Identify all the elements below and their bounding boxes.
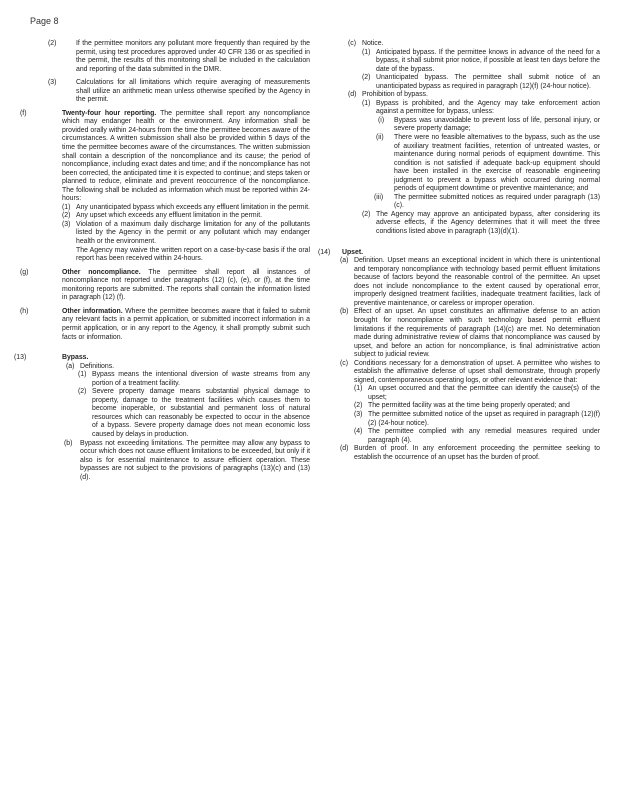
- item-label: (2): [62, 212, 71, 220]
- item-text: The permittee submitted notice of the upset as required in paragraph (12)(f)(2) (24-hour notice).: [368, 410, 600, 427]
- section-heading: Twenty-four hour reporting.: [62, 109, 157, 117]
- section-13: [14, 354, 310, 363]
- paragraph-13d: [318, 91, 600, 100]
- section-body: The permittee shall report any noncompliance which may endanger health or the environment. Any information shall be provided orally within 24-hours from the time the permittee becomes aware of the circumstances. A written submission shall also be provided within 5 days of the time the permittee becomes aware of the circumstances. The written submission shall contain a description of the noncompliance and its cause; the period of noncompliance, including exact dates and time; and if the noncompliance has not been corrected, the anticipated time it is expected to continue; and steps taken or planned to reduce, eliminate and prevent reoccurrence of the noncompliance. The following shall be included as information which must be reported within 24-hours:: [62, 109, 310, 203]
- item-label: (3): [62, 220, 71, 228]
- paragraph-f3-waiver: [20, 247, 310, 264]
- item-text: [62, 308, 310, 342]
- section-heading: Bypass.: [62, 354, 89, 362]
- item-label: (2): [354, 402, 363, 410]
- item-label: (ii): [376, 134, 384, 142]
- item-label: (2): [78, 388, 87, 396]
- item-text: The permittee submitted notices as required under paragraph (13)(c).: [394, 193, 600, 210]
- item-label: (g): [20, 268, 29, 276]
- item-text: [62, 110, 310, 204]
- paragraph-14b: [318, 308, 600, 359]
- item-label: (4): [354, 428, 363, 436]
- item-label: (3): [354, 410, 363, 418]
- item-text: Calculations for all limitations which require averaging of measurements shall utilize an arithmetic mean unless otherwise specified by the Agency in the permit.: [76, 79, 310, 104]
- paragraph-f3: [20, 221, 310, 247]
- section-heading: Other noncompliance.: [62, 268, 141, 276]
- item-text: Any upset which exceeds any effluent limitation in the permit.: [76, 212, 263, 220]
- item-label: (d): [340, 445, 349, 453]
- item-text: Effect of an upset. An upset constitutes an affirmative defense to an action brought for noncompliance with such technology based permit effluent limitations if the requirements of paragraph (14)(c) are met. No determination made during administrative review of claims that noncompliance was caused by upset, and before an action for noncompliance, is final administrative action subject to judicial review.: [354, 308, 600, 359]
- paragraph-13a1: [20, 371, 310, 388]
- item-label: (2): [362, 210, 371, 218]
- paragraph-f2: [20, 212, 310, 221]
- item-label: (d): [348, 91, 357, 99]
- paragraph-14c4: [318, 428, 600, 445]
- page-number: Page 8: [30, 16, 59, 26]
- paragraph-13d1-i: [318, 117, 600, 134]
- item-text: Burden of proof. In any enforcement proceeding the permittee seeking to establish the occurrence of an upset has the burden of proof.: [354, 445, 600, 461]
- paragraph-e2: [20, 40, 310, 74]
- paragraph-14a: [318, 257, 600, 308]
- paragraph-13d1-iii: [318, 194, 600, 211]
- item-text: If the permittee monitors any pollutant more frequently than required by the permit, using test procedures approved under 40 CFR 136 or as specified in the permit, the results of this monitoring shall be included in the calculation and reporting of the data submitted in the DMR.: [76, 40, 310, 73]
- item-text: Conditions necessary for a demonstration of upset. A permittee who wishes to establish the affirmative defense of upset shall demonstrate, through properly signed, contemporaneous operating logs, or other relevant evidence that:: [354, 359, 600, 384]
- paragraph-14c3: [318, 411, 600, 428]
- paragraph-13c: [318, 40, 600, 49]
- section-heading: Upset.: [342, 248, 364, 256]
- item-label: (1): [362, 99, 371, 107]
- item-label: (a): [340, 257, 349, 265]
- paragraph-14c2: [318, 402, 600, 411]
- paragraph-13c1: [318, 49, 600, 75]
- paragraph-13d1: [318, 100, 600, 117]
- item-text: Severe property damage means substantial physical damage to property, damage to the treatment facilities which causes them to become inoperable, or substantial and permanent loss of natural resources which can reasonably be expected to occur in the absence of a bypass. Severe property damage does not mean economic loss caused by delays in production.: [92, 388, 310, 438]
- item-label: (c): [340, 359, 349, 367]
- item-text: Unanticipated bypass. The permittee shall submit notice of an unanticipated bypass as required in paragraph (12)(f) (24-hour notice).: [376, 74, 600, 90]
- item-text: Definition. Upset means an exceptional incident in which there is unintentional and temporary noncompliance with technology based permit effluent limitations because of factors beyond the reasonable control of the permittee. An upset does not include noncompliance to the extent caused by operational error, improperly designed treatment facilities, inadequate treatment facilities, lack of preventive maintenance, or careless or improper operation.: [354, 257, 600, 307]
- paragraph-14c: [318, 360, 600, 386]
- item-label: (b): [64, 439, 73, 447]
- item-label: (13): [14, 354, 27, 362]
- item-label: (2): [48, 40, 57, 47]
- item-label: (1): [62, 203, 71, 211]
- paragraph-f1: [20, 204, 310, 213]
- item-text: Violation of a maximum daily discharge limitation for any of the pollutants listed by the Agency in the permit or any pollutant which may endanger health or the environment.: [76, 220, 310, 246]
- item-label: (1): [354, 385, 363, 393]
- item-label: (2): [362, 74, 371, 82]
- item-label: (f): [20, 109, 27, 117]
- item-label: (a): [66, 362, 75, 370]
- item-text: Prohibition of bypass.: [362, 91, 428, 99]
- item-text: There were no feasible alternatives to the bypass, such as the use of auxiliary treatment facilities, retention of untreated wastes, or maintenance during normal periods of equipment downtime. This condition is not satisfied if adequate back-up equipment should have been installed in the exercise of reasonable engineering judgment to prevent a bypass which occurred during normal periods of equipment downtime or preventive maintenance; and: [394, 134, 600, 193]
- paragraph-13c2: [318, 74, 600, 91]
- item-text: The permitted facility was at the time being properly operated; and: [368, 402, 570, 410]
- section-body: The permittee shall report all instances of noncompliance not reported under paragraphs (12) (c), (e), or (f), at the time monitoring reports are submitted. The reports shall contain the information listed in paragraph (12) (f).: [62, 268, 311, 302]
- item-text: The permittee complied with any remedial measures required under paragraph (4).: [368, 428, 600, 444]
- item-text: The Agency may waive the written report on a case-by-case basis if the oral report has been received within 24-hours.: [76, 246, 310, 263]
- item-label: (1): [362, 48, 371, 56]
- item-text: The Agency may approve an anticipated bypass, after considering its adverse effects, if the Agency determines that it will meet the three conditions listed above in paragraph (13)(d)(1).: [376, 210, 600, 236]
- section-body: Where the permittee becomes aware that it failed to submit any relevant facts in a permit application, or submitted incorrect information in a permit application, or in any report to the Agency, it shall promptly submit such facts or information.: [62, 307, 311, 341]
- paragraph-13a: [20, 363, 310, 372]
- right-column: [318, 40, 600, 462]
- item-text: Bypass was unavoidable to prevent loss of life, personal injury, or severe property damage;: [394, 116, 600, 133]
- paragraph-13b: [20, 440, 310, 483]
- item-label: (b): [340, 308, 349, 316]
- item-text: Notice.: [362, 40, 384, 47]
- paragraph-h: [20, 308, 310, 342]
- item-text: [62, 269, 310, 303]
- item-text: Bypass not exceeding limitations. The permittee may allow any bypass to occur which does not cause effluent limitations to be exceeded, but only if it also is for essential maintenance to assure efficient operation. These bypasses are not subject to the provisions of paragraphs (13)(c) and (13)(d).: [80, 439, 310, 481]
- paragraph-14d: [318, 445, 600, 462]
- item-label: (h): [20, 307, 29, 315]
- paragraph-f: [20, 110, 310, 204]
- paragraph-13d1-ii: [318, 134, 600, 194]
- item-label: (c): [348, 40, 357, 47]
- item-text: Definitions.: [80, 362, 115, 370]
- paragraph-14c1: [318, 385, 600, 402]
- item-label: (iii): [374, 193, 384, 201]
- item-text: Any unanticipated bypass which exceeds any effluent limitation in the permit.: [76, 203, 310, 211]
- item-label: (14): [318, 248, 331, 256]
- section-heading: Other information.: [62, 307, 123, 315]
- item-text: Bypass means the intentional diversion of waste streams from any portion of a treatment facility.: [92, 371, 310, 387]
- left-column: [14, 40, 311, 482]
- item-label: (i): [378, 116, 385, 124]
- item-label: (1): [78, 371, 87, 379]
- paragraph-13d2: [318, 211, 600, 237]
- paragraph-13a2: [20, 388, 310, 439]
- paragraph-g: [20, 269, 310, 303]
- item-label: (3): [48, 79, 57, 87]
- section-14: [318, 249, 600, 258]
- item-text: Bypass is prohibited, and the Agency may take enforcement action against a permittee for bypass, unless:: [376, 99, 600, 116]
- paragraph-e3: [20, 79, 310, 105]
- item-text: Anticipated bypass. If the permittee knows in advance of the need for a bypass, it shall submit prior notice, if possible at least ten days before the date of the bypass.: [376, 48, 600, 73]
- item-text: An upset occurred and that the permittee can identify the cause(s) of the upset;: [368, 385, 600, 401]
